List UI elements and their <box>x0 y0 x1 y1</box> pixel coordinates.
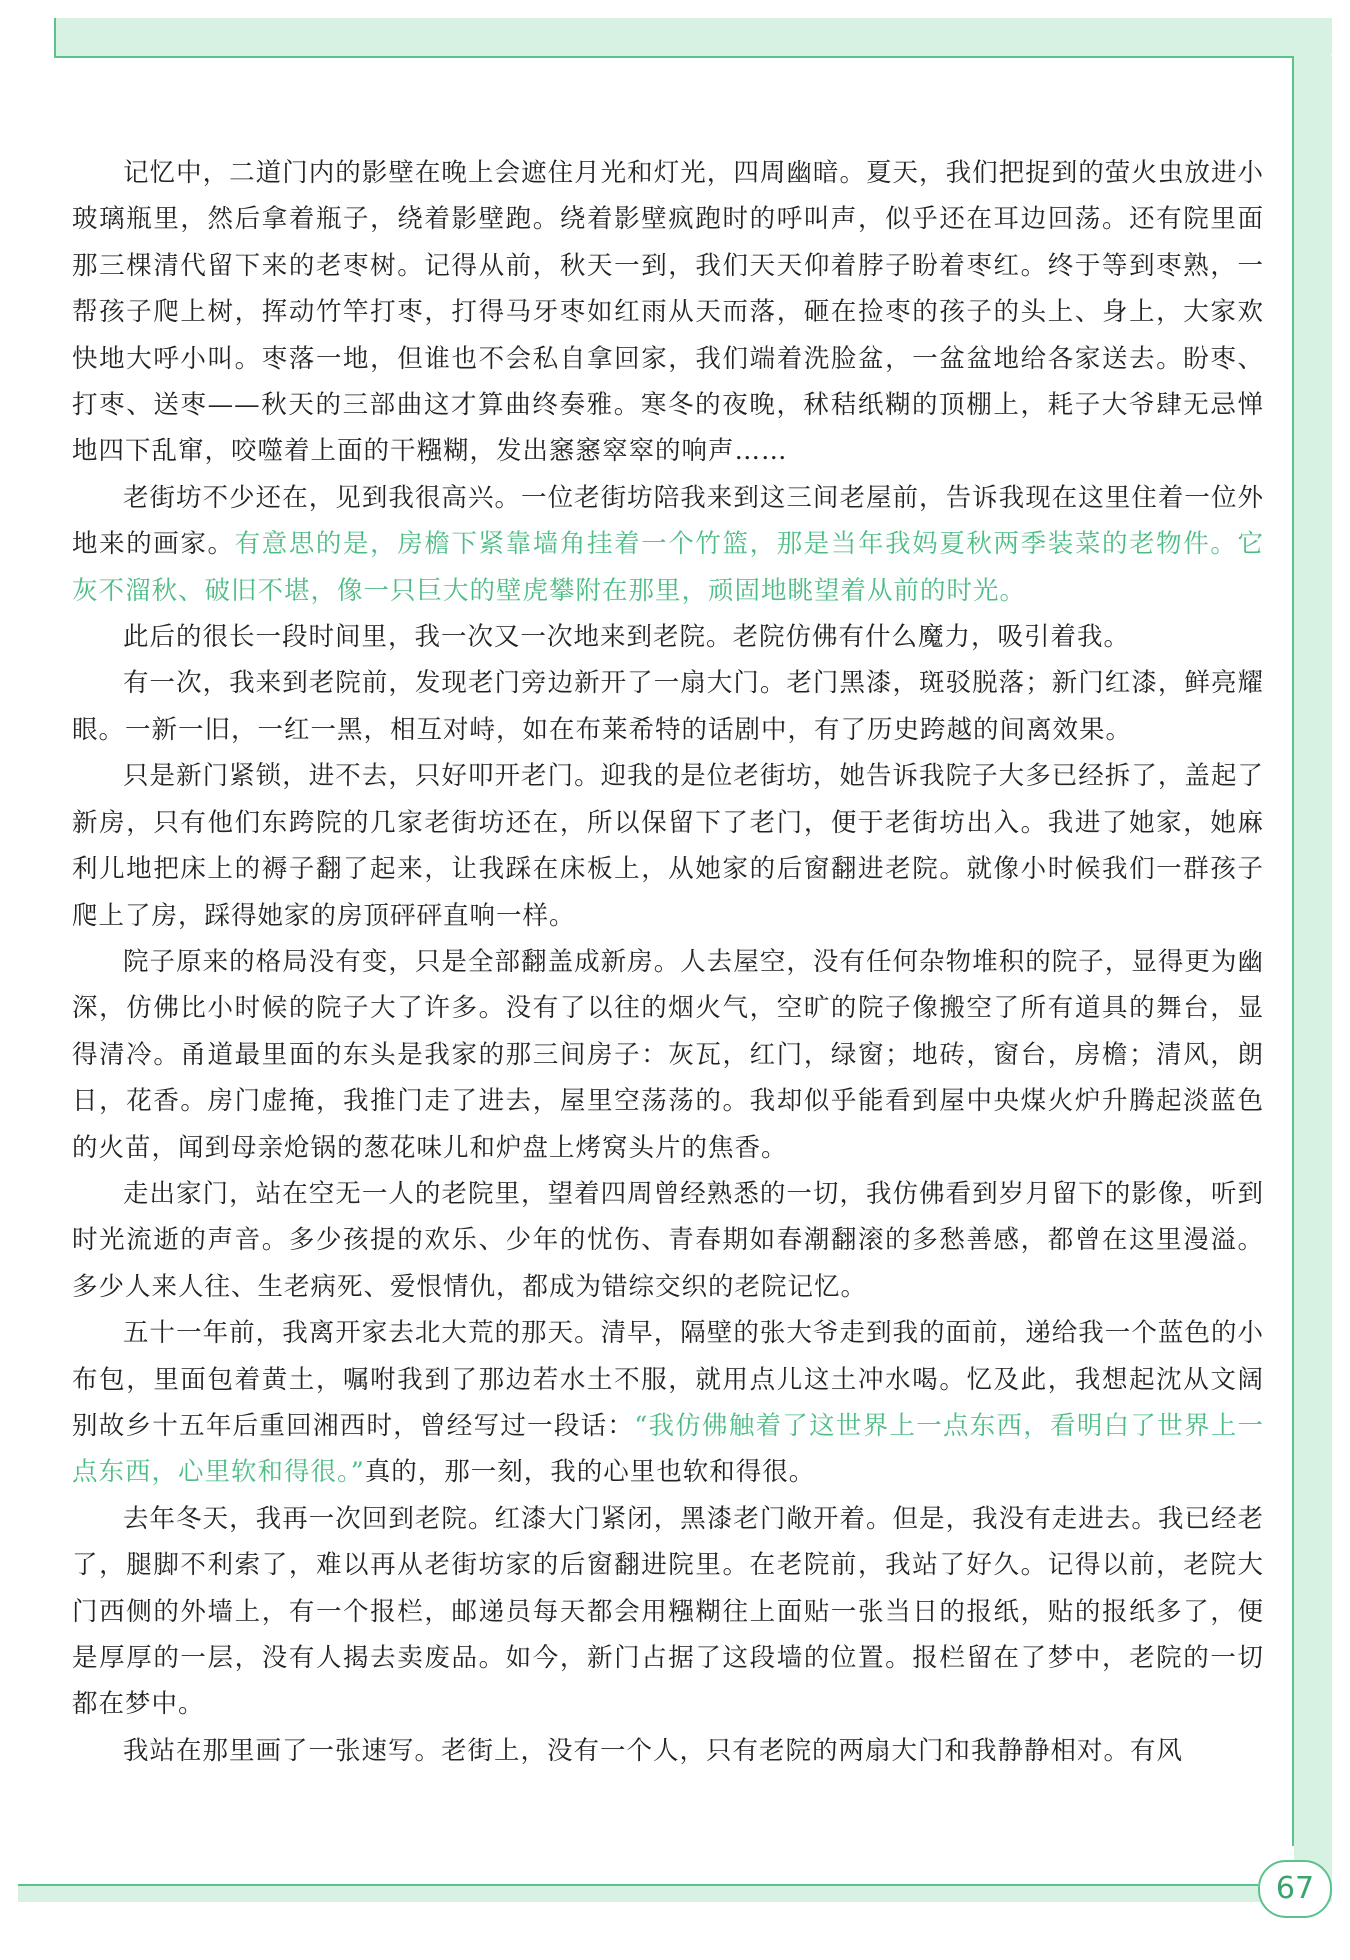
paragraph-text: 五十一年前，我离开家去北大荒的那天。清早，隔壁的张大爷走到我的面前，递给我一个蓝色的小布包，里面包着黄土，嘱咐我到了那边若水土不服，就用点儿这土冲水喝。忆及此，我想起沈从文阔别故乡十五年后重回湘西时，曾经写过一段话： <box>72 1318 1264 1441</box>
top-frame-line <box>54 56 1332 58</box>
paragraph-text: 有一次，我来到老院前，发现老门旁边新开了一扇大门。老门黑漆，斑驳脱落；新门红漆，鲜亮耀眼。一新一旧，一红一黑，相互对峙，如在布莱希特的话剧中，有了历史跨越的间离效果。 <box>72 668 1264 745</box>
paragraph-text: 院子原来的格局没有变，只是全部翻盖成新房。人去屋空，没有任何杂物堆积的院子，显得更为幽深，仿佛比小时候的院子大了许多。没有了以往的烟火气，空旷的院子像搬空了所有道具的舞台，显得清冷。甬道最里面的东头是我家的那三间房子：灰瓦，红门，绿窗；地砖，窗台，房檐；清风，朗日，花香。房门虚掩，我推门走了进去，屋里空荡荡的。我却似乎能看到屋中央煤火炉升腾起淡蓝色的火苗，闻到母亲炝锅的葱花味儿和炉盘上烤窝头片的焦香。 <box>72 946 1264 1163</box>
paragraph <box>72 614 1264 660</box>
paragraph-text: 老街坊不少还在，见到我很高兴。一位老街坊陪我来到这三间老屋前，告诉我现在这里住着一位外地来的画家。 <box>72 482 1264 560</box>
paragraph <box>72 939 1264 1171</box>
paragraph <box>72 475 1264 614</box>
bottom-frame-band <box>18 1886 1332 1902</box>
bottom-frame-line <box>18 1884 1258 1886</box>
paragraph <box>72 1310 1264 1496</box>
paragraph-text: 真的，那一刻，我的心里也软和得很。 <box>364 1457 816 1488</box>
paragraph <box>72 1171 1264 1310</box>
paragraph <box>72 1728 1264 1774</box>
paragraph <box>72 753 1264 939</box>
paragraph-text: 记忆中，二道门内的影壁在晚上会遮住月光和灯光，四周幽暗。夏天，我们把捉到的萤火虫放进小玻璃瓶里，然后拿着瓶子，绕着影壁跑。绕着影壁疯跑时的呼叫声，似乎还在耳边回荡。还有院里面那三棵清代留下来的老枣树。记得从前，秋天一到，我们天天仰着脖子盼着枣红。终于等到枣熟，一帮孩子爬上树，挥动竹竿打枣，打得马牙枣如红雨从天而落，砸在捡枣的孩子的头上、身上，大家欢快地大呼小叫。枣落一地，但谁也不会私自拿回家，我们端着洗脸盆，一盆盆地给各家送去。盼枣、打枣、送枣——秋天的三部曲这才算曲终奏雅。寒冬的夜晚，秫秸纸糊的顶棚上，耗子大爷肆无忌惮地四下乱窜，咬噬着上面的干糨糊，发出窸窸窣窣的响声…… <box>72 158 1264 467</box>
top-left-frame-corner <box>18 18 56 58</box>
paragraph <box>72 660 1264 753</box>
top-frame-band <box>18 18 1332 58</box>
paragraph-text: 只是新门紧锁，进不去，只好叩开老门。迎我的是位老街坊，她告诉我院子大多已经拆了，盖起了新房，只有他们东跨院的几家老街坊还在，所以保留下了老门，便于老街坊出入。我进了她家，她麻利儿地把床上的褥子翻了起来，让我踩在床板上，从她家的后窗翻进老院。就像小时候我们一群孩子爬上了房，踩得她家的房顶砰砰直响一样。 <box>72 761 1264 931</box>
article-body <box>72 150 1264 1774</box>
right-frame-line <box>1292 56 1294 1846</box>
highlighted-quote: “我仿佛触着了这世界上一点东西，看明白了世界上一点东西，心里软和得很。” <box>72 1410 1264 1488</box>
right-frame-band <box>1294 56 1332 1896</box>
paragraph-text: 走出家门，站在空无一人的老院里，望着四周曾经熟悉的一切，我仿佛看到岁月留下的影像，听到时光流逝的声音。多少孩提的欢乐、少年的忧伤、青春期如春潮翻滚的多愁善感，都曾在这里漫溢。多少人来人往、生老病死、爱恨情仇，都成为错综交织的老院记忆。 <box>72 1178 1264 1302</box>
paragraph-text: 此后的很长一段时间里，我一次又一次地来到老院。老院仿佛有什么魔力，吸引着我。 <box>123 622 1131 653</box>
paragraph-text: 我站在那里画了一张速写。老街上，没有一个人，只有老院的两扇大门和我静静相对。有风 <box>123 1735 1184 1766</box>
paragraph <box>72 1496 1264 1728</box>
highlighted-text: 有意思的是，房檐下紧靠墙角挂着一个竹篮，那是当年我妈夏秋两季装菜的老物件。它灰不溜秋、破旧不堪，像一只巨大的壁虎攀附在那里，顽固地眺望着从前的时光。 <box>72 529 1264 606</box>
paragraph <box>72 150 1264 475</box>
page-number: 67 <box>1258 1860 1332 1918</box>
paragraph-text: 去年冬天，我再一次回到老院。红漆大门紧闭，黑漆老门敞开着。但是，我没有走进去。我已经老了，腿脚不利索了，难以再从老街坊家的后窗翻进院里。在老院前，我站了好久。记得以前，老院大门西侧的外墙上，有一个报栏，邮递员每天都会用糨糊往上面贴一张当日的报纸，贴的报纸多了，便是厚厚的一层，没有人揭去卖废品。如今，新门占据了这段墙的位置。报栏留在了梦中，老院的一切都在梦中。 <box>72 1503 1264 1720</box>
